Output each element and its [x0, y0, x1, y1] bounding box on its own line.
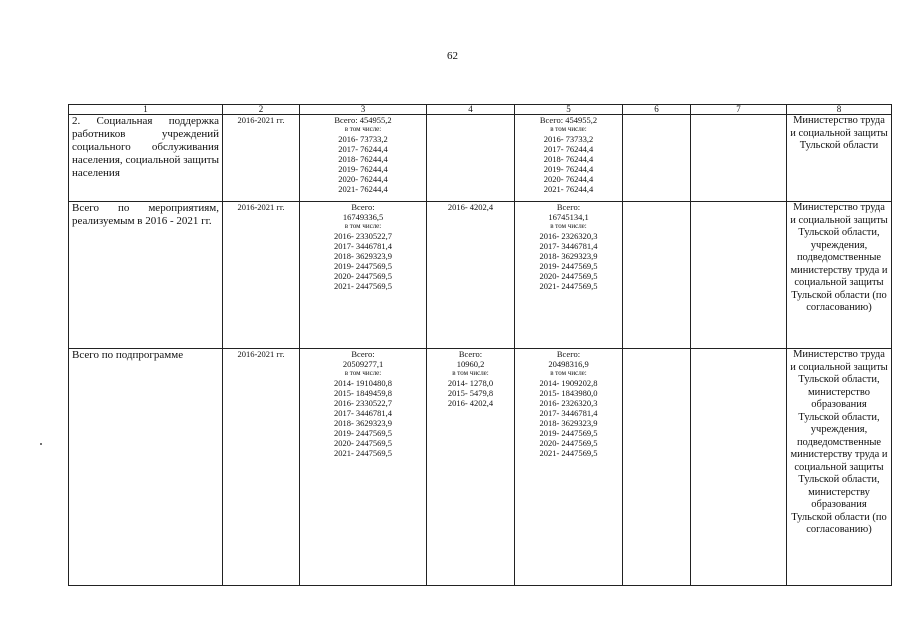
funding-line: 2016- 2330522,7	[333, 398, 393, 408]
funding-line: 2016- 4202,4	[447, 202, 494, 212]
regional-funding-cell	[515, 115, 623, 202]
funding-line: 2016- 73733,2	[543, 134, 594, 144]
column-7-cell	[691, 115, 787, 202]
funding-line: 2017- 76244,4	[543, 144, 594, 154]
funding-line: 2014- 1910480,8	[333, 378, 393, 388]
funding-line: 16749336,5	[342, 212, 384, 222]
funding-line: Всего:	[351, 349, 375, 359]
funding-line: 2018- 76244,4	[338, 154, 388, 164]
funding-line: 2021- 2447569,5	[539, 281, 598, 291]
funding-line: в том числе:	[344, 369, 382, 377]
funding-line: 2020- 2447569,5	[333, 438, 393, 448]
column-number: 6	[623, 105, 691, 115]
federal-funding-cell	[427, 349, 515, 586]
funding-line: 2016- 2330522,7	[333, 231, 393, 241]
responsible-executor: Министерство труда и социальной защиты Тульской области	[787, 115, 892, 202]
funding-line: Всего:	[556, 202, 581, 212]
funding-line: 10960,2	[456, 359, 485, 369]
column-number: 8	[787, 105, 892, 115]
funding-line: 2017- 3446781,4	[333, 408, 393, 418]
total-funding-cell	[300, 115, 427, 202]
period-cell: 2016-2021 гг.	[223, 349, 300, 586]
federal-funding-cell	[427, 115, 515, 202]
regional-funding-cell	[515, 202, 623, 349]
column-number: 4	[427, 105, 515, 115]
funding-line: 2018- 3629323,9	[333, 418, 393, 428]
table-row	[69, 349, 892, 586]
regional-funding-cell	[515, 349, 623, 586]
period-cell: 2016-2021 гг.	[223, 115, 300, 202]
federal-funding-cell	[427, 202, 515, 349]
table-row	[69, 202, 892, 349]
column-number: 5	[515, 105, 623, 115]
funding-line: Всего:	[351, 202, 375, 212]
column-number: 1	[69, 105, 223, 115]
column-7-cell	[691, 202, 787, 349]
funding-line: 2016- 4202,4	[447, 398, 494, 408]
activity-name: Всего по мероприятиям, реализуемым в 2016 - 2021 гг.	[69, 202, 223, 349]
funding-line: 2020- 2447569,5	[539, 271, 598, 281]
period-cell: 2016-2021 гг.	[223, 202, 300, 349]
activity-name: 2. Социальная поддержка работников учреждений социального обслуживания населения, социальной защиты населения	[69, 115, 223, 202]
funding-line: в том числе:	[550, 222, 587, 230]
funding-line: 2020- 2447569,5	[333, 271, 393, 281]
funding-line: 2019- 76244,4	[543, 164, 594, 174]
funding-line: 2020- 76244,4	[338, 174, 388, 184]
funding-line: 2018- 3629323,9	[539, 418, 598, 428]
funding-line: 20509277,1	[342, 359, 384, 369]
funding-line: 2015- 1849459,8	[333, 388, 393, 398]
funding-line: в том числе:	[550, 125, 587, 133]
funding-line: Всего: 454955,2	[539, 115, 598, 125]
funding-line: 2019- 2447569,5	[333, 261, 393, 271]
funding-line: 2019- 76244,4	[338, 164, 388, 174]
funding-line: 2019- 2447569,5	[539, 261, 598, 271]
funding-line: 16745134,1	[548, 212, 589, 222]
activity-name: Всего по подпрограмме	[69, 349, 223, 586]
column-number: 3	[300, 105, 427, 115]
column-number: 7	[691, 105, 787, 115]
funding-line: 2018- 3629323,9	[333, 251, 393, 261]
funding-line: 2021- 2447569,5	[333, 281, 393, 291]
funding-line: 2016- 2326320,3	[539, 398, 598, 408]
funding-line: в том числе:	[550, 369, 587, 377]
funding-line: в том числе:	[344, 125, 382, 133]
funding-line: 2016- 2326320,3	[539, 231, 598, 241]
funding-line: 2021- 2447569,5	[539, 448, 598, 458]
column-7-cell	[691, 349, 787, 586]
funding-line: в том числе:	[344, 222, 382, 230]
scan-speck	[40, 443, 42, 445]
table-row	[69, 115, 892, 202]
responsible-executor: Министерство труда и социальной защиты Тульской области, учреждения, подведомственные министерству труда и социальной защиты Тульской области (по согласованию)	[787, 202, 892, 349]
column-6-cell	[623, 202, 691, 349]
column-numbers-row	[69, 105, 892, 115]
funding-line: 2014- 1909202,8	[539, 378, 598, 388]
page-number: 62	[447, 50, 458, 62]
funding-line: 2018- 3629323,9	[539, 251, 598, 261]
funding-line: Всего:	[458, 349, 483, 359]
funding-line: в том числе:	[452, 369, 489, 377]
total-funding-cell	[300, 349, 427, 586]
funding-line: 2020- 2447569,5	[539, 438, 598, 448]
responsible-executor: Министерство труда и социальной защиты Тульской области, министерство образования Тульской области, учреждения, подведомственные министерству труда и социальной защиты Тульской области, министерству образования Тульской области (по согласованию)	[787, 349, 892, 586]
funding-line: 20498316,9	[548, 359, 589, 369]
column-number: 2	[223, 105, 300, 115]
funding-line: 2021- 76244,4	[338, 184, 388, 194]
funding-line: 2021- 2447569,5	[333, 448, 393, 458]
total-funding-cell	[300, 202, 427, 349]
funding-line: 2021- 76244,4	[543, 184, 594, 194]
funding-line: 2019- 2447569,5	[539, 428, 598, 438]
funding-line: 2016- 73733,2	[338, 134, 388, 144]
funding-line: 2017- 3446781,4	[539, 408, 598, 418]
funding-line: 2015- 1843980,0	[539, 388, 598, 398]
column-6-cell	[623, 115, 691, 202]
funding-line: Всего:	[556, 349, 581, 359]
funding-line: 2017- 76244,4	[338, 144, 388, 154]
program-table	[68, 104, 892, 586]
funding-line: 2019- 2447569,5	[333, 428, 393, 438]
funding-line: 2018- 76244,4	[543, 154, 594, 164]
funding-line: 2014- 1278,0	[447, 378, 494, 388]
funding-line: 2017- 3446781,4	[333, 241, 393, 251]
funding-line: 2015- 5479,8	[447, 388, 494, 398]
column-6-cell	[623, 349, 691, 586]
funding-line: 2020- 76244,4	[543, 174, 594, 184]
funding-line: 2017- 3446781,4	[539, 241, 598, 251]
funding-line: Всего: 454955,2	[334, 115, 392, 125]
